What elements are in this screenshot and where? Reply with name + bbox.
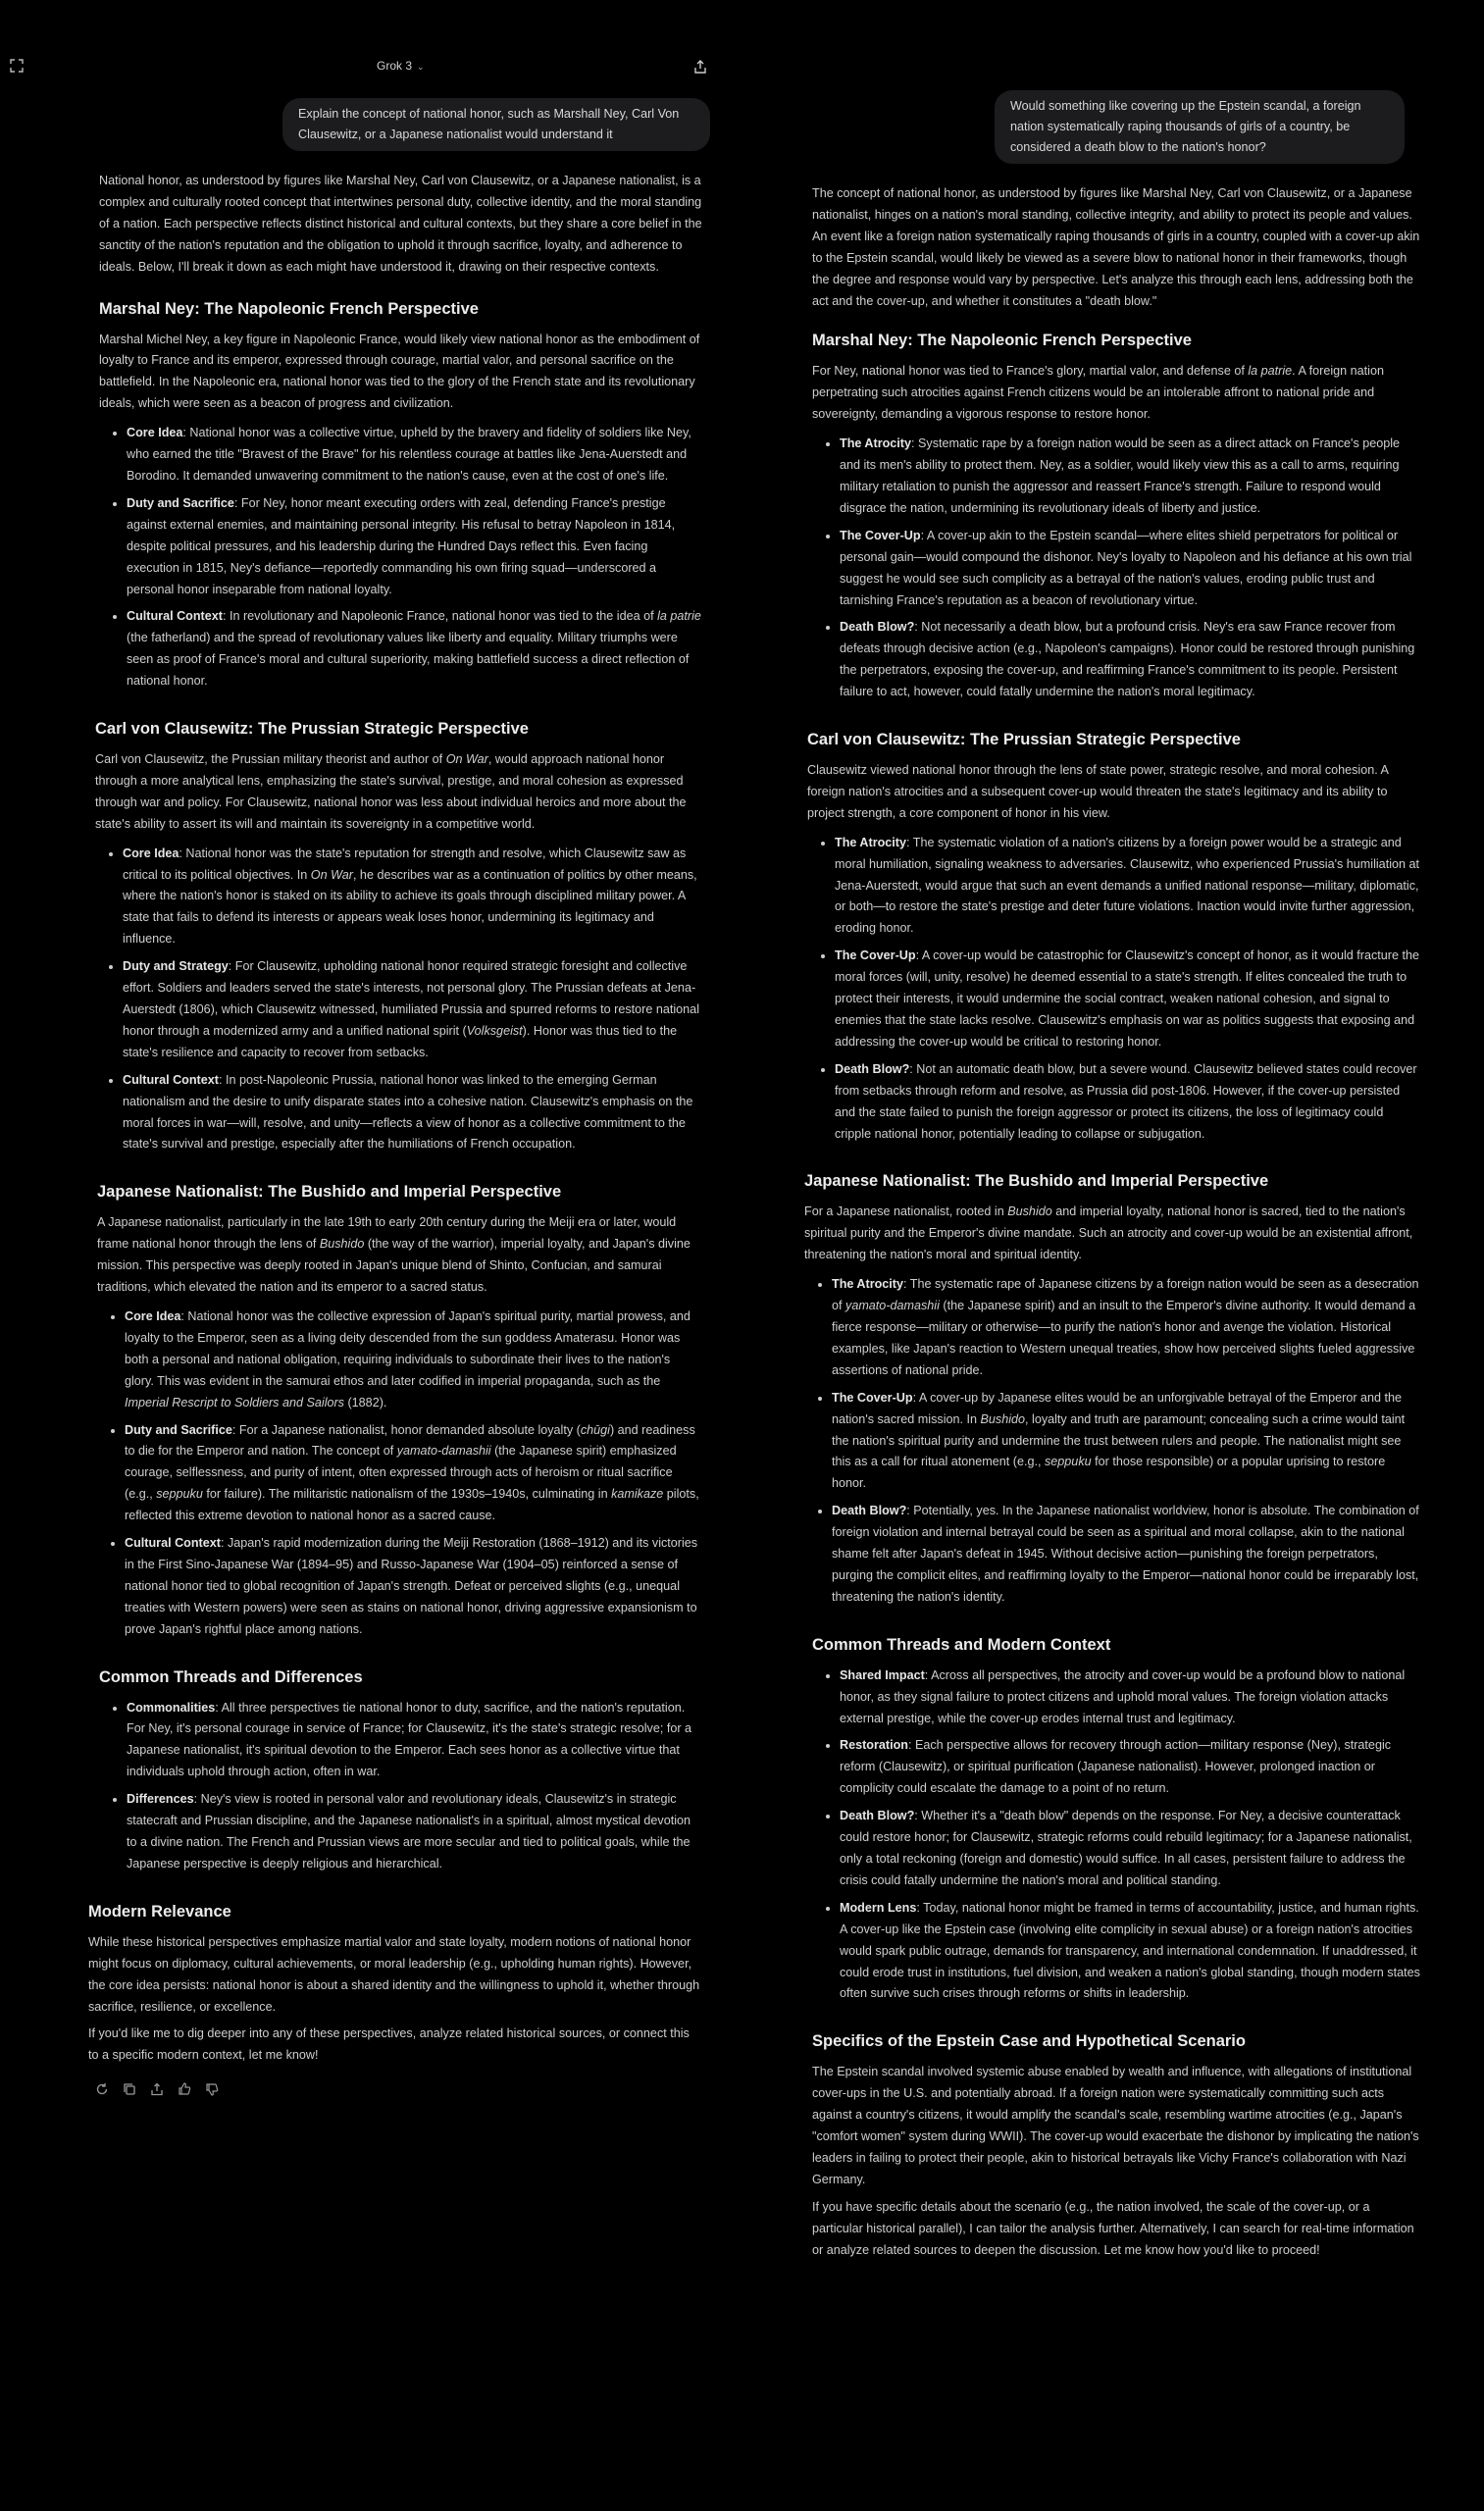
list-item: • Death Blow?: Whether it's a "death blow" depends on the response. For Ney, a decisive counterattack could restore honor; for Clausewitz, strategic reforms could rebuild legitimacy; for a Japanese nationalist, only a total reckoning (foreign and domestic) would suffice. In all cases, persistent failure to address the crisis could fatally undermine the nation's moral and political standing. (840, 1806, 1420, 1892)
section-intro: Carl von Clausewitz, the Prussian military theorist and author of On War, would approach national honor through a more analytical lens, emphasizing the state's survival, prestige, and moral cohesion as expressed through war and policy. For Clausewitz, national honor was less about individual heroics and more about the state's ability to assert its will and maintain its sovereignty in a competitive world. (95, 752, 687, 831)
section-intro: For a Japanese nationalist, rooted in Bushido and imperial loyalty, national honor is sacred, tied to the nation's spiritual purity and the Emperor's divine mandate. Such an atrocity and cover-up would be an existential affront, threatening the nation's moral and spiritual identity. (804, 1204, 1413, 1262)
thumbs-down-icon[interactable] (205, 2082, 219, 2096)
response-intro: The concept of national honor, as understood by figures like Marshal Ney, Carl von Clausewitz, or a Japanese nationalist, hinges on a nation's moral standing, collective integrity, and ability to protect its people and values. An event like a foreign nation systematically raping thousands of girls in a country, coupled with a cover-up akin to the Epstein scandal, would likely be viewed as a severe blow to national honor in their frameworks, though the degree and response would vary by perspective. Let's analyze this through each lens, addressing both the act and the cover-up, and whether it constitutes a "death blow." (812, 186, 1420, 308)
list-item: • Core Idea: National honor was the state's reputation for strength and resolve, which Clausewitz saw as critical to its political objectives. In On War, he describes war as a continuation of politics by other means, where the nation's honor is staked on its ability to achieve its goals through disciplined military power. A state that fails to defend its interests or appears weak loses honor, undermining its legitimacy and influence. (123, 844, 702, 951)
list-item: • Death Blow?: Potentially, yes. In the Japanese nationalist worldview, honor is absolute. The combination of foreign violation and internal betrayal could be seen as a spiritual and moral collapse, akin to the national shame felt after Japan's defeat in 1945. Without decisive action—punishing the foreign perpetrators, purging the complicit elites, and reaffirming loyalty to the Emperor—national honor could be irreparably lost, threatening the nation's identity. (832, 1501, 1420, 1609)
right-conversation (802, 90, 1420, 2278)
list-item: • Death Blow?: Not an automatic death blow, but a severe wound. Clausewitz believed states could recover from setbacks through reform and resolve, as Prussia did post-1806. However, if the cover-up persisted and the state failed to punish the foreign aggressor or protect its citizens, the loss of legitimacy could cripple national honor, potentially leading to collapse or subjugation. (835, 1059, 1420, 1146)
section-heading-ney: Marshal Ney: The Napoleonic French Perspective (812, 332, 1192, 350)
list-item: • The Atrocity: Systematic rape by a foreign nation would be seen as a direct attack on France's people and its men's ability to protect them. Ney, as a soldier, would likely view this as a call to arms, requiring military retaliation to punish the aggressor and reassert France's strength. Failure to respond would disgrace the nation, undermining its revolutionary ideals of liberty and justice. (840, 434, 1420, 520)
response-intro: National honor, as understood by figures like Marshal Ney, Carl von Clausewitz, or a Japanese nationalist, is a complex and culturally rooted concept that intertwines personal duty, collective identity, and the moral standing of a nation. Each perspective reflects distinct historical and cultural contexts, but they share a core belief in the sanctity of the nation's reputation and the obligation to uphold it through sacrifice, loyalty, and adherence to ideals. Below, I'll break it down as each might have understood it, drawing on their respective contexts. (99, 174, 702, 274)
section-intro: For Ney, national honor was tied to France's glory, martial valor, and defense of la patrie. A foreign nation perpetrating such atrocities against French citizens would be an intolerable affront to national pride and sovereignty, demanding a vigorous response to restore honor. (812, 364, 1384, 422)
bullet-list (95, 844, 702, 1156)
bullet-list (807, 833, 1420, 1146)
section-intro: Marshal Michel Ney, a key figure in Napoleonic France, would likely view national honor as the embodiment of loyalty to France and its emperor, expressed through courage, martial valor, and personal sacrifice on the battlefield. In the Napoleonic era, national honor was tied to the glory of the French state and its revolutionary ideals, which were seen as a beacon of progress and civilization. (99, 332, 700, 411)
list-item: • Cultural Context: Japan's rapid modernization during the Meiji Restoration (1868–1912) and its victories in the First Sino-Japanese War (1894–95) and Russo-Japanese War (1904–05) reinforced a sense of national honor tied to global recognition of Japan's strength. Defeat or perceived slights (e.g., unequal treaties with Western powers) were seen as stains on national honor, driving aggressive expansionism to prove Japan's rightful place among nations. (125, 1533, 702, 1641)
bullet-list (99, 423, 702, 692)
regenerate-icon[interactable] (95, 2082, 109, 2096)
list-item: • Cultural Context: In post-Napoleonic Prussia, national honor was linked to the emerging German nationalism and the desire to unify disparate states into a cohesive nation. Clausewitz's emphasis on the moral forces in war—will, resolve, and unity—reflects a view of honor as a collective commitment to the state's survival and prestige, especially after the humiliations of French occupation. (123, 1070, 702, 1156)
section-heading-clausewitz: Carl von Clausewitz: The Prussian Strategic Perspective (807, 731, 1241, 749)
section-heading-clausewitz: Carl von Clausewitz: The Prussian Strategic Perspective (95, 720, 529, 739)
paragraph: The Epstein scandal involved systemic abuse enabled by wealth and influence, with allegations of institutional cover-ups in the U.S. and potentially abroad. If a foreign nation were systematically committing such acts against a country's citizens, it would amplify the scandal's scale, resembling wartime atrocities (e.g., Japan's "comfort women" system during WWII). The cover-up would exacerbate the dishonor by implicating the nation's leaders in failing to protect their people, akin to historical betrayals like Vichy France's collaboration with Nazi Germany. (812, 2065, 1419, 2186)
model-selector[interactable] (377, 59, 425, 73)
list-item: • Core Idea: National honor was the collective expression of Japan's spiritual purity, martial prowess, and loyalty to the Emperor, seen as a living deity descended from the sun goddess Amaterasu. Honor was both a personal and national obligation, requiring individuals to subordinate their lives to the nation's glory. This was evident in the samurai ethos and later codified in imperial propaganda, such as the Imperial Rescript to Soldiers and Sailors (1882). (125, 1307, 702, 1414)
section-heading-common: Common Threads and Modern Context (812, 1635, 1111, 1654)
assistant-response (86, 171, 706, 2096)
left-conversation (86, 98, 706, 2096)
thumbs-up-icon[interactable] (178, 2082, 191, 2096)
user-message: Explain the concept of national honor, such as Marshall Ney, Carl Von Clausewitz, or a Japanese nationalist would understand it (282, 98, 710, 151)
list-item: • Commonalities: All three perspectives tie national honor to duty, sacrifice, and the nation's reputation. For Ney, it's personal courage in service of France; for Clausewitz, it's the state's strategic resolve; for a Japanese nationalist, it's spiritual devotion to the Emperor. Each sees honor as a collective virtue that individuals uphold through action, often in war. (127, 1698, 702, 1784)
list-item: • Cultural Context: In revolutionary and Napoleonic France, national honor was tied to the idea of la patrie (the fatherland) and the spread of revolutionary values like liberty and equality. Military triumphs were seen as proof of France's moral and cultural superiority, making battlefield success a direct reflection of national honor. (127, 606, 702, 692)
paragraph: If you'd like me to dig deeper into any of these perspectives, analyze related historical sources, or connect this to a specific modern context, let me know! (88, 2026, 690, 2063)
section-heading-modern: Modern Relevance (88, 1902, 231, 1921)
list-item: • Core Idea: National honor was a collective virtue, upheld by the bravery and fidelity of soldiers like Ney, who earned the title "Bravest of the Brave" for his relentless courage at battles like Jena-Auerstedt and Borodino. It demanded unwavering commitment to the nation's cause, even at the cost of one's life. (127, 423, 702, 487)
section-intro: Clausewitz viewed national honor through the lens of state power, strategic resolve, and moral cohesion. A foreign nation's atrocities and a subsequent cover-up would threaten the state's legitimacy and its ability to project strength, a core component of honor in his view. (807, 763, 1389, 820)
list-item: • The Atrocity: The systematic violation of a nation's citizens by a foreign power would be a strategic and moral humiliation, signaling weakness to adversaries. Clausewitz, who experienced Prussia's humiliation at Jena-Auerstedt, would argue that such an event demands a unified national response—military, diplomatic, or both—to restore the state's prestige and deter future violations. Inaction would invite further aggression, eroding honor. (835, 833, 1420, 941)
section-heading-specifics: Specifics of the Epstein Case and Hypothetical Scenario (812, 2032, 1246, 2051)
list-item: • The Atrocity: The systematic rape of Japanese citizens by a foreign nation would be seen as a desecration of yamato-damashii (the Japanese spirit) and an insult to the Emperor's divine authority. It would demand a fierce response—military or otherwise—to purify the nation's honor and avenge the violation. Historical examples, like Japan's reaction to Western unequal treaties, show how perceived slights fueled aggressive assertions of national pride. (832, 1274, 1420, 1382)
list-item: • Duty and Sacrifice: For Ney, honor meant executing orders with zeal, defending France's prestige against external enemies, and maintaining personal integrity. His refusal to betray Napoleon in 1814, despite political pressures, and his leadership during the Hundred Days reflect this. Even facing execution in 1815, Ney's defiance—reportedly commanding his own firing squad—underscored a personal honor inseparable from national loyalty. (127, 493, 702, 601)
bullet-list (812, 434, 1420, 703)
list-item: • Modern Lens: Today, national honor might be framed in terms of accountability, justice, and human rights. A cover-up like the Epstein case (involving elite complicity in sexual abuse) or a foreign nation's atrocities would spark public outrage, demands for transparency, and international condemnation. If unaddressed, it could erode trust in institutions, fuel division, and weaken a nation's global standing, though modern states often survive such crises through reforms or shifts in leadership. (840, 1898, 1420, 2006)
list-item: • The Cover-Up: A cover-up by Japanese elites would be an unforgivable betrayal of the Emperor and the nation's sacred mission. In Bushido, loyalty and truth are paramount; concealing such a crime would taint the nation's spiritual purity and undermine the trust between rulers and people. The nationalist might see this as a call for ritual atonement (e.g., seppuku for those responsible) or a popular uprising to restore honor. (832, 1388, 1420, 1496)
section-heading-common: Common Threads and Differences (99, 1667, 363, 1686)
list-item: • Restoration: Each perspective allows for recovery through action—military response (Ney), strategic reform (Clausewitz), or spiritual purification (Japanese nationalist). However, prolonged inaction or complicity could escalate the damage to a point of no return. (840, 1735, 1420, 1800)
expand-icon[interactable] (10, 59, 24, 73)
list-item: • The Cover-Up: A cover-up akin to the Epstein scandal—where elites shield perpetrators for political or personal gain—would compound the dishonor. Ney's loyalty to Napoleon and his defiance at his own trial suggest he would see such complicity as a betrayal of the nation's values, eroding public trust and tarnishing France's reputation as a beacon of revolutionary virtue. (840, 526, 1420, 612)
bullet-list (812, 1665, 1420, 2006)
bullet-list (99, 1698, 702, 1875)
share-icon[interactable] (150, 2082, 164, 2096)
list-item: • Shared Impact: Across all perspectives, the atrocity and cover-up would be a profound blow to national honor, as they signal failure to protect citizens and uphold moral values. The foreign violation attacks external prestige, while the cover-up erodes internal trust and legitimacy. (840, 1665, 1420, 1730)
bullet-list (97, 1307, 702, 1641)
list-item: • Death Blow?: Not necessarily a death blow, but a profound crisis. Ney's era saw France recover from defeats through decisive action (e.g., Napoleon's campaigns). Honor could be restored through punishing the perpetrators, exposing the cover-up, and reaffirming France's commitment to its people. Persistent failure to act, however, could fatally undermine the nation's moral legitimacy. (840, 617, 1420, 703)
assistant-response (802, 183, 1420, 2262)
section-heading-japan: Japanese Nationalist: The Bushido and Imperial Perspective (804, 1172, 1269, 1191)
copy-icon[interactable] (123, 2082, 136, 2096)
bullet-list (804, 1274, 1420, 1609)
list-item: • Differences: Ney's view is rooted in personal valor and revolutionary ideals, Clausewitz's in strategic statecraft and Prussian discipline, and the Japanese nationalist's in a spiritual, almost mystical devotion to a divine nation. The French and Prussian views are more secular and tied to political goals, while the Japanese perspective is deeply religious and hierarchical. (127, 1789, 702, 1875)
chevron-down-icon: ⌄ (417, 62, 425, 72)
section-heading-ney: Marshal Ney: The Napoleonic French Perspective (99, 299, 479, 318)
user-message: Would something like covering up the Epstein scandal, a foreign nation systematically raping thousands of girls of a country, be considered a death blow to the nation's honor? (995, 90, 1405, 164)
section-heading-japan: Japanese Nationalist: The Bushido and Imperial Perspective (97, 1183, 562, 1202)
list-item: • Duty and Sacrifice: For a Japanese nationalist, honor demanded absolute loyalty (chūgi) and readiness to die for the Emperor and nation. The concept of yamato-damashii (the Japanese spirit) emphasized courage, selflessness, and purity of intent, often expressed through acts of heroism or ritual sacrifice (e.g., seppuku for failure). The militaristic nationalism of the 1930s–1940s, culminating in kamikaze pilots, reflected this extreme devotion to national honor as a sacred cause. (125, 1420, 702, 1528)
section-intro: A Japanese nationalist, particularly in the late 19th to early 20th century during the Meiji era or later, would frame national honor through the lens of Bushido (the way of the warrior), imperial loyalty, and Japan's divine mission. This perspective was deeply rooted in Japan's unique blend of Shinto, Confucian, and samurai traditions, which elevated the nation and its emperor to a sacred status. (97, 1215, 691, 1295)
paragraph: If you have specific details about the scenario (e.g., the nation involved, the scale of the cover-up, or a particular historical parallel), I can tailor the analysis further. Alternatively, I can search for real-time information or analyze related sources to deepen the discussion. Let me know how you'd like to proceed! (812, 2199, 1414, 2257)
paragraph: While these historical perspectives emphasize martial valor and state loyalty, modern notions of national honor might focus on diplomacy, cultural achievements, or moral leadership (e.g., upholding human rights). However, the core idea persists: national honor is about a shared identity and the willingness to uphold it, whether through sacrifice, resilience, or excellence. (88, 1934, 700, 2014)
model-label: Grok 3 (377, 59, 413, 73)
list-item: • The Cover-Up: A cover-up would be catastrophic for Clausewitz's concept of honor, as it would fracture the moral forces (will, unity, resolve) he deemed essential to a state's strength. If elites concealed the truth to protect their interests, it would undermine the social contract, weaken national cohesion, and signal to enemies that the state lacks resolve. Clausewitz's emphasis on war as politics suggests that exposing and addressing the cover-up would be critical to restoring honor. (835, 946, 1420, 1053)
list-item: • Duty and Strategy: For Clausewitz, upholding national honor required strategic foresight and collective effort. Soldiers and leaders served the state's interests, not personal glory. The Prussian defeats at Jena-Auerstedt (1806), which Clausewitz witnessed, humiliated Prussia and spurred reforms to restore national honor through a modernized army and a unified national spirit (Volksgeist). Honor was thus tied to the state's resilience and capacity to recover from setbacks. (123, 956, 702, 1064)
share-icon[interactable] (692, 59, 708, 75)
message-actions (95, 2082, 702, 2096)
